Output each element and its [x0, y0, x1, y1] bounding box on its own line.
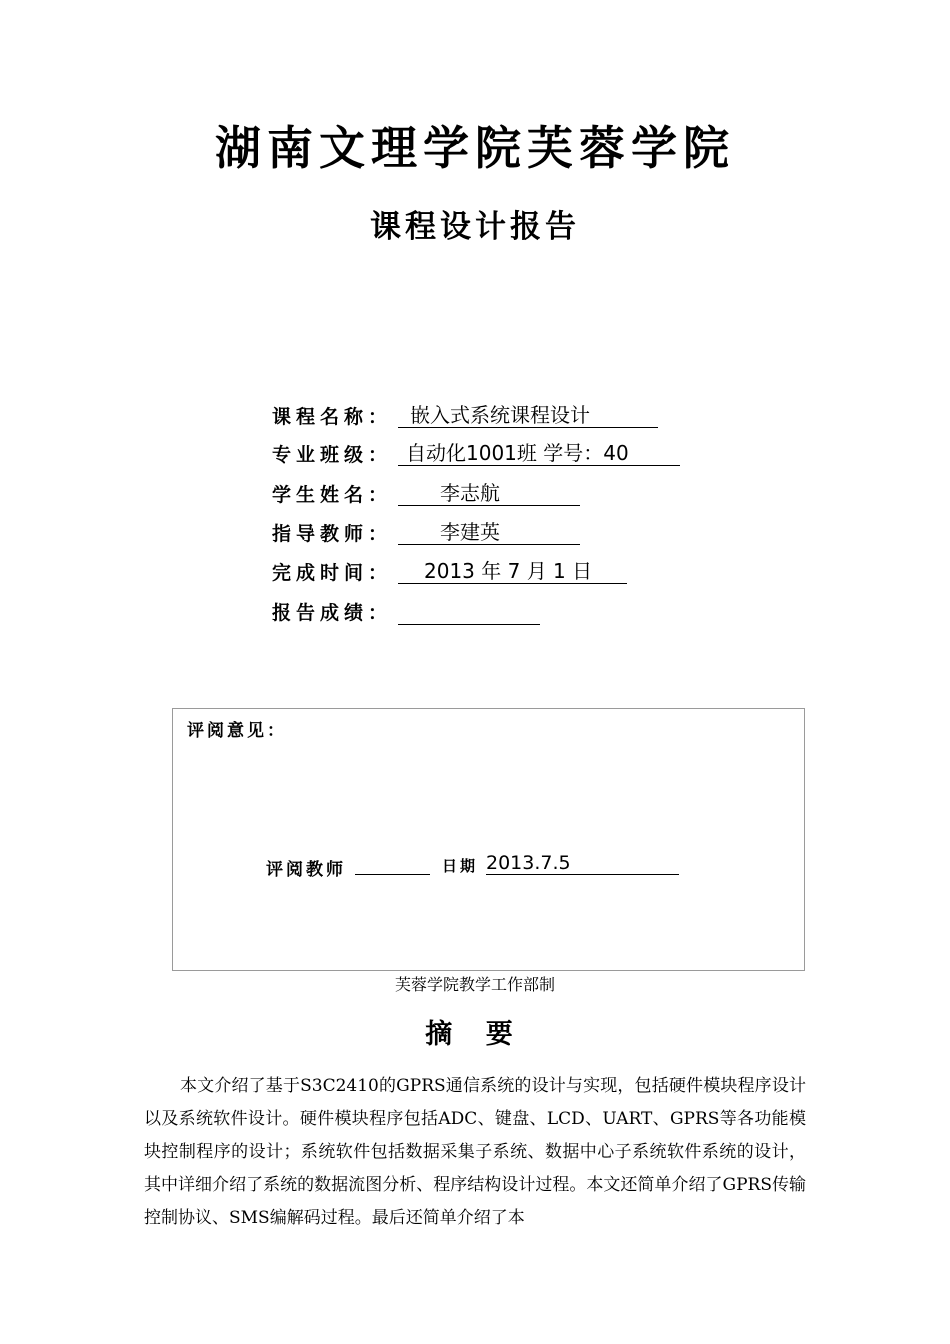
review-box — [172, 708, 805, 971]
field-label: 学生姓名： — [272, 484, 393, 506]
abstract-body: 本文介绍了基于S3C2410的GPRS通信系统的设计与实现，包括硬件模块程序设计以及系统软件设计。硬件模块程序包括ADC、键盘、LCD、UART、GPRS等各功能模块控制程序的设计；系统软件包括数据采集子系统、数据中心子系统软件系统的设计，其中详细介绍了系统的数据流图分析、程序结构设计过程。本文还简单介绍了GPRS传输控制协议、SMS编解码过程。最后还简单介绍了本 — [144, 1076, 806, 1228]
field-value: 嵌入式系统课程设计 — [398, 398, 658, 428]
field-value: 李志航 — [398, 476, 580, 506]
field-label: 专业班级： — [272, 444, 393, 466]
school-name: 湖南文理学院芙蓉学院 — [215, 121, 735, 175]
field-value: 自动化1001班 学号：40 — [398, 436, 680, 466]
review-teacher-label: 评阅教师 — [266, 860, 346, 880]
field-value: 李建英 — [398, 515, 580, 545]
review-teacher-line — [355, 850, 430, 875]
review-label: 评阅意见： — [187, 721, 287, 741]
field-label: 完成时间： — [272, 562, 393, 584]
report-title: 课程设计报告 — [370, 209, 580, 245]
review-date-value: 2013.7.5 — [486, 848, 679, 875]
abstract-heading: 摘 要 — [425, 1019, 525, 1050]
review-date-label: 日期 — [442, 857, 479, 875]
field-label: 报告成绩： — [272, 602, 393, 624]
field-value — [398, 594, 540, 625]
footer-note: 芙蓉学院教学工作部制 — [394, 975, 555, 994]
field-label: 课程名称： — [272, 406, 393, 428]
field-label: 指导教师： — [272, 523, 393, 545]
field-value: 2013 年 7 月 1 日 — [398, 554, 627, 584]
